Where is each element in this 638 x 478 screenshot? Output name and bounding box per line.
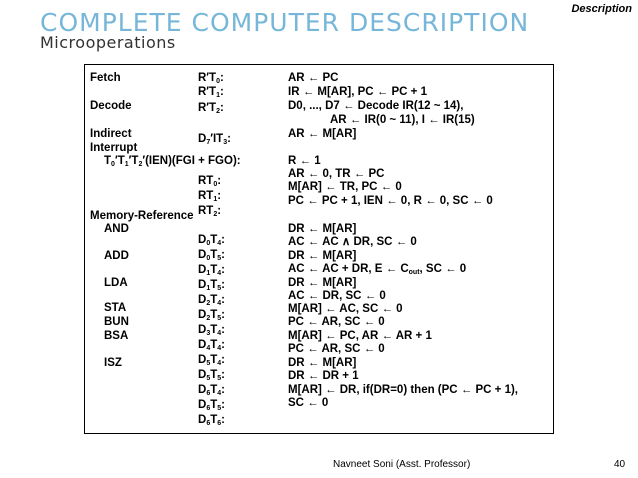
row-condition: $D_6T_4$:: [198, 384, 225, 397]
row-condition: $D_7'IT_3$:: [198, 133, 231, 146]
row-condition: $R'T_2$:: [198, 102, 224, 115]
row-operation: PC ← AR, SC ← 0: [288, 316, 385, 328]
row-operation: AR ← IR(0 ~ 11), I ← IR(15): [330, 114, 475, 126]
row-operation: DR ← DR + 1: [288, 370, 359, 382]
row-label: ADD: [104, 250, 129, 262]
row-operation: SC ← 0: [288, 397, 329, 409]
row-condition: $D_4T_4$:: [198, 339, 225, 352]
row-condition: $RT_1$:: [198, 190, 222, 203]
row-condition: $D_5T_5$:: [198, 369, 225, 382]
row-condition: $D_0T_5$:: [198, 249, 225, 262]
row-condition: $D_2T_4$:: [198, 294, 225, 307]
row-operation: M[AR] ← AC, SC ← 0: [288, 303, 403, 315]
row-label: AND: [104, 223, 129, 235]
page-number: 40: [614, 459, 626, 470]
row-operation: M[AR] ← DR, if(DR=0) then (PC ← PC + 1),: [288, 384, 519, 396]
row-operation: AR ← 0, TR ← PC: [288, 168, 385, 180]
row-label: Memory-Reference: [90, 210, 194, 222]
row-operation: DR ← M[AR]: [288, 277, 357, 289]
row-operation: PC ← AR, SC ← 0: [288, 343, 385, 355]
row-condition: $D_1T_5$:: [198, 279, 225, 292]
row-label: Decode: [90, 100, 132, 112]
row-operation: AR ← PC: [288, 72, 339, 84]
row-condition: $D_2T_5$:: [198, 309, 225, 322]
row-condition: $D_3T_4$:: [198, 324, 225, 337]
row-operation: AC ← AC ∧ DR, SC ← 0: [288, 236, 417, 248]
row-label: LDA: [104, 277, 128, 289]
row-label: ISZ: [104, 357, 122, 369]
row-label: BUN: [104, 316, 129, 328]
row-label: Fetch: [90, 72, 121, 84]
slide-title: COMPLETE COMPUTER DESCRIPTION: [40, 8, 530, 37]
row-label: $T_0'T_1'T_2'(IEN)(FGI + FGO)$:: [104, 155, 241, 168]
row-operation: R ← 1: [288, 155, 321, 167]
row-operation: AC ← DR, SC ← 0: [288, 290, 386, 302]
row-operation: AC ← AC + DR, E ← $C_{out}$, SC ← 0: [288, 263, 467, 276]
row-operation: M[AR] ← PC, AR ← AR + 1: [288, 330, 432, 342]
row-operation: AR ← M[AR]: [288, 128, 357, 140]
row-operation: M[AR] ← TR, PC ← 0: [288, 181, 402, 193]
row-operation: DR ← M[AR]: [288, 357, 357, 369]
description-label: Description: [571, 3, 632, 15]
row-condition: $D_1T_4$:: [198, 264, 225, 277]
row-operation: D0, ..., D7 ← Decode IR(12 ~ 14),: [288, 100, 464, 112]
row-condition: $R'T_1$:: [198, 86, 224, 99]
row-label: STA: [104, 302, 127, 314]
row-condition: $D_6T_5$:: [198, 399, 225, 412]
row-label: Interrupt: [90, 142, 138, 154]
row-operation: DR ← M[AR]: [288, 223, 357, 235]
row-condition: $D_0T_4$:: [198, 234, 225, 247]
row-condition: $RT_0$:: [198, 175, 222, 188]
slide-subtitle: Microoperations: [40, 33, 176, 52]
row-condition: $RT_2$:: [198, 205, 222, 218]
row-operation: PC ← PC + 1, IEN ← 0, R ← 0, SC ← 0: [288, 195, 493, 207]
row-condition: $D_6T_6$:: [198, 414, 225, 427]
row-operation: IR ← M[AR], PC ← PC + 1: [288, 86, 427, 98]
row-operation: DR ← M[AR]: [288, 250, 357, 262]
row-condition: $R'T_0$:: [198, 72, 224, 85]
footer-author: Navneet Soni (Asst. Professor): [333, 459, 471, 470]
row-condition: $D_5T_4$:: [198, 354, 225, 367]
row-label: BSA: [104, 330, 129, 342]
row-label: Indirect: [90, 128, 132, 140]
